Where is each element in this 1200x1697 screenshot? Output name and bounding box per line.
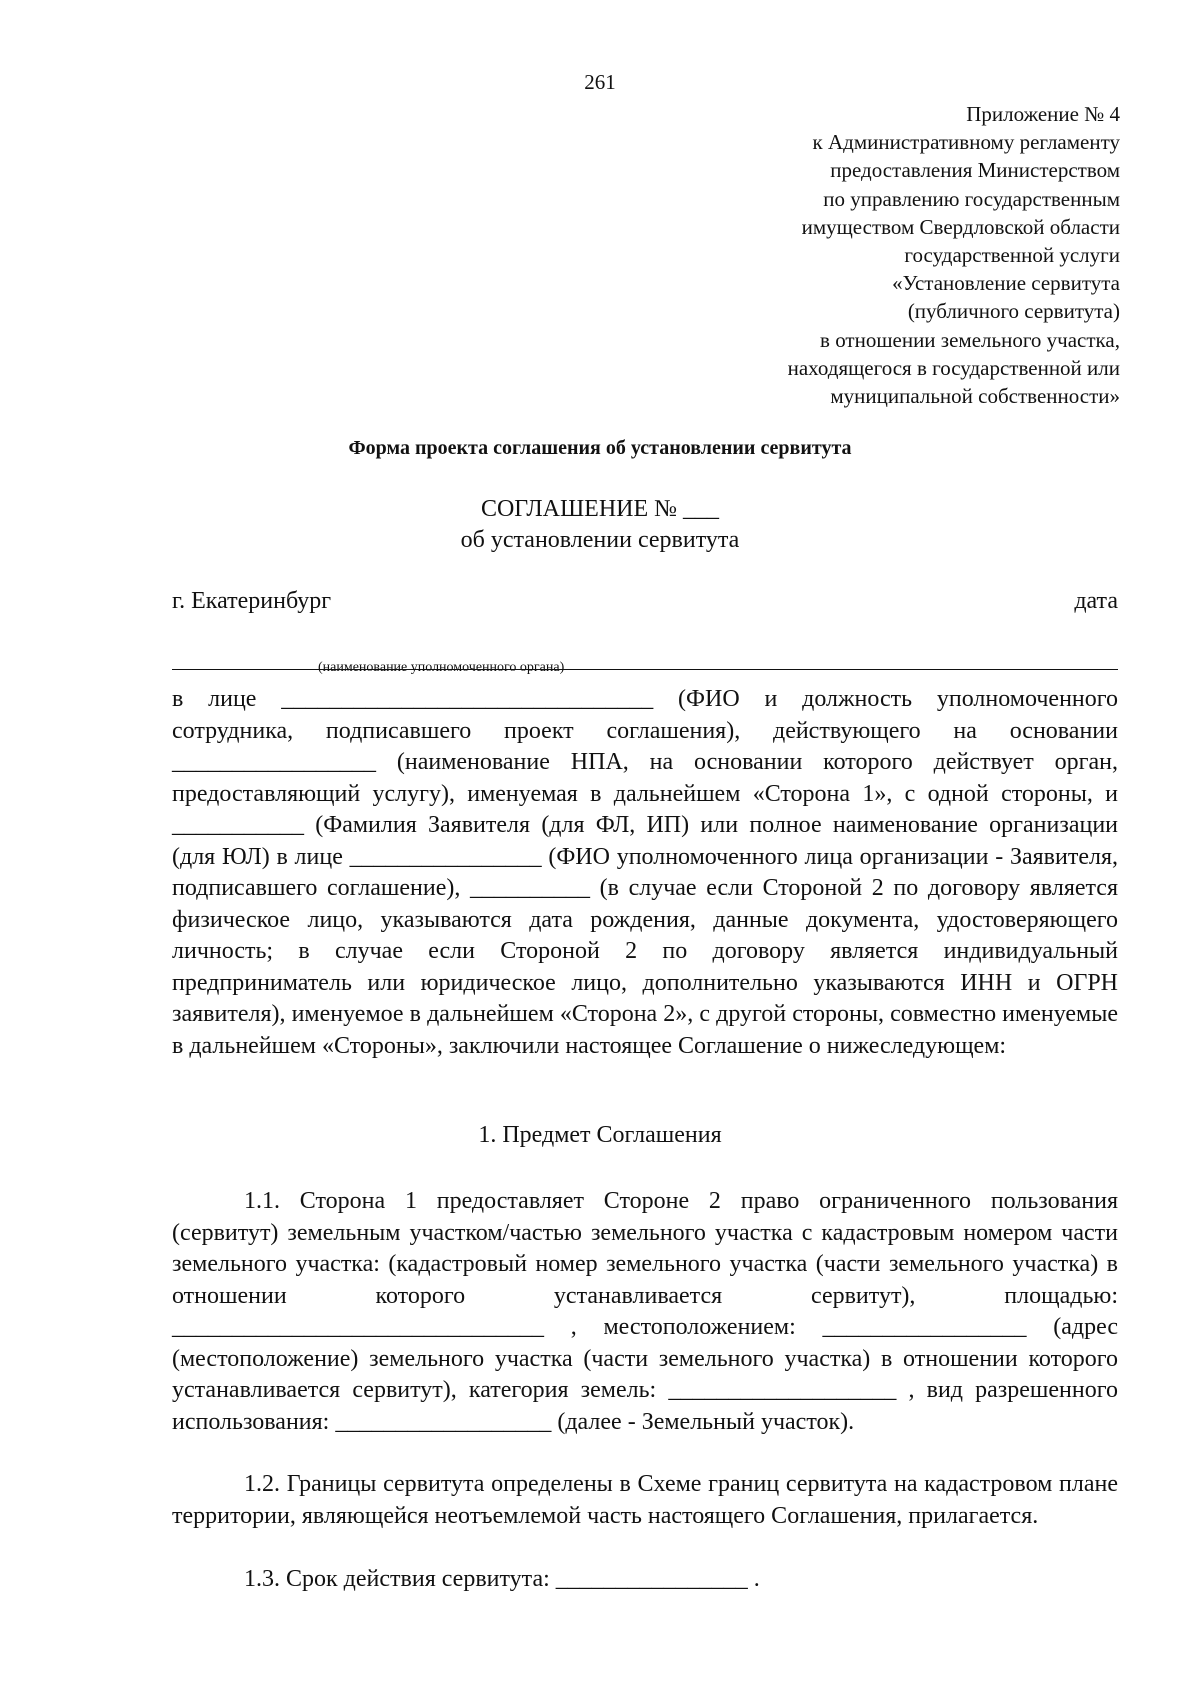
date: дата [1074, 588, 1118, 614]
appendix-line: к Административному регламенту [812, 130, 1120, 155]
appendix-line: предоставления Министерством [830, 158, 1120, 183]
clause-1-1: 1.1. Сторона 1 предоставляет Стороне 2 право ограниченного пользования (сервитут) земельным участком/частью земельного участка с кадастровым номером части земельного участка: (кадастровый номер земельного участка (части земельного участка) в отношении которого устанавливается сервитут), площадью: _______________________________ , местоположением: _________________ (адрес (местоположение) земельного участка (части земельного участка) в отношении которого устанавливается сервитут), категория земель: ___________________ , вид разрешенного использования: __________________ (далее - Земельный участок). [172, 1188, 1118, 1435]
organ-name-caption: (наименование уполномоченного органа) [318, 660, 565, 675]
appendix-line: в отношении земельного участка, [820, 327, 1120, 352]
appendix-line: находящегося в государственной или [787, 355, 1120, 380]
appendix-line: имуществом Свердловской области [801, 214, 1120, 239]
appendix-line: по управлению государственным [823, 186, 1120, 211]
agreement-title-block [0, 494, 1200, 556]
organ-name-line [172, 669, 1118, 670]
clause-1-3: 1.3. Срок действия сервитута: ________________ . [244, 1566, 760, 1592]
appendix-line: муниципальной собственности» [830, 384, 1120, 409]
appendix-line: «Установление сервитута [892, 271, 1120, 296]
intro-paragraph: в лице _______________________________ (ФИО и должность уполномоченного сотрудника, подписавшего проект соглашения), действующего на основании _________________ (наименование НПА, на основании которого действует орган, предоставляющий услугу), именуемая в дальнейшем «Сторона 1», с одной стороны, и ___________ (Фамилия Заявителя (для ФЛ, ИП) или полное наименование организации (для ЮЛ) в лице ________________ (ФИО уполномоченного лица организации - Заявителя, подписавшего соглашение), __________ (в случае если Стороной 2 по договору является физическое лицо, указываются дата рождения, данные документа, удостоверяющего личность; в случае если Стороной 2 по договору является индивидуальный предприниматель или юридическое лицо, дополнительно указываются ИНН и ОГРН заявителя), именуемое в дальнейшем «Сторона 2», с другой стороны, совместно именуемые в дальнейшем «Стороны», заключили настоящее Соглашение о нижеследующем: [172, 686, 1118, 1059]
appendix-line: (публичного сервитута) [907, 299, 1120, 324]
appendix-block [520, 100, 1120, 410]
section-1-title: 1. Предмет Соглашения [478, 1122, 722, 1148]
agreement-subtitle: об установлении сервитута [460, 527, 740, 553]
city: г. Екатеринбург [172, 588, 332, 614]
form-title: Форма проекта соглашения об установлении сервитута [348, 437, 852, 459]
agreement-title: СОГЛАШЕНИЕ № ___ [480, 496, 720, 522]
clause-1-2: 1.2. Границы сервитута определены в Схеме границ сервитута на кадастровом плане территории, являющейся неотъемлемой часть настоящего Соглашения, прилагается. [172, 1471, 1118, 1529]
page-number: 261 [584, 70, 616, 94]
appendix-line: государственной услуги [904, 243, 1120, 268]
appendix-line: Приложение № 4 [966, 102, 1120, 126]
